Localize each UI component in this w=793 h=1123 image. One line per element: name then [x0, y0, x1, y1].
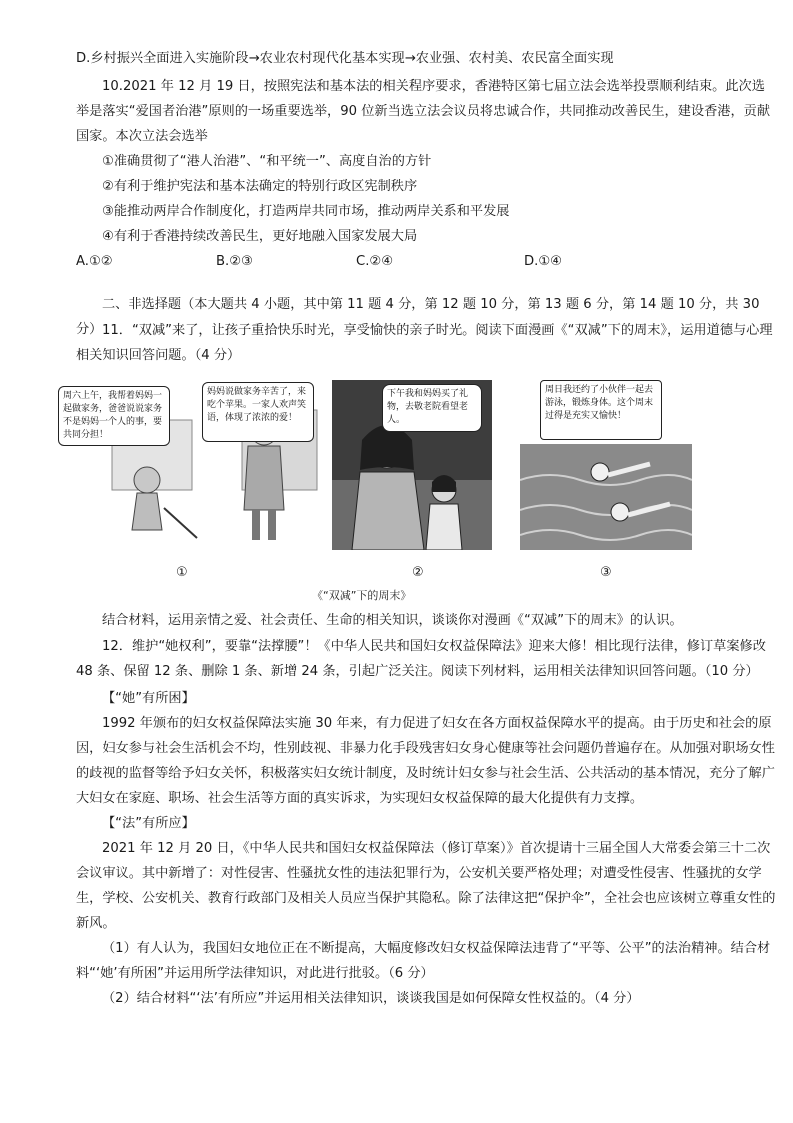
panel-2-number: ② [412, 565, 424, 580]
speech-bubble-3 [382, 384, 482, 432]
q10-option-c[interactable]: C.②④ [356, 254, 394, 269]
section-2-heading-text: 二、非选择题（本大题共 4 小题，其中第 11 题 4 分，第 12 题 10 分，第 13 题 6 分，第 14 题 10 分，共 30 分） [76, 297, 760, 337]
comic-panel-3 [520, 380, 692, 550]
comic-strip [48, 380, 748, 555]
q10-option-d[interactable]: D.①④ [524, 254, 562, 269]
speech-bubble-3-text: 下午我和妈妈买了礼物，去敬老院看望老人。 [387, 389, 469, 425]
material-2-text: 2021 年 12 月 20 日，《中华人民共和国妇女权益保障法（修订草案）》首次提请十三届全国人大常委会第三十二次会议审议。其中新增了：对性侵害、性骚扰女性的违法犯罪行为，公安机关要严格处理；对遭受性侵害、性骚扰的女学生，学校、公安机关、教育行政部门及相关人员应当保护其隐私。除了法律这把“保护伞”，全社会也应该树立尊重女性的新风。 [76, 841, 776, 931]
question-12 [76, 634, 776, 1011]
q11-question [76, 608, 776, 633]
panel-3-number: ③ [600, 565, 612, 580]
comic-title: 《“双减”下的周末》 [312, 589, 412, 602]
comic-panel-2 [332, 380, 492, 550]
material-2-title: 【“法”有所应】 [102, 816, 195, 831]
speech-bubble-4-text: 周日我还约了小伙伴一起去游泳，锻炼身体。这个周末过得是充实又愉快！ [545, 385, 654, 421]
speech-bubble-2-text: 妈妈说做家务辛苦了，来吃个苹果。一家人欢声笑语，体现了浓浓的爱！ [207, 387, 307, 423]
q10-item-3: ③能推动两岸合作制度化，打造两岸共同市场，推动两岸关系和平发展 [102, 204, 510, 219]
material-1-text: 1992 年颁布的妇女权益保障法实施 30 年来，有力促进了妇女在各方面权益保障水平的提高。由于历史和社会的原因，妇女参与社会生活机会不均，性别歧视、非暴力化手段残害妇女身心健康等社会问题仍普遍存在。从加强对职场女性的歧视的监督等给予妇女关怀，积极落实妇女统计制度，及时统计妇女参与社会生活、公共活动的基本情况，充分了解广大妇女在家庭、职场、社会生活等方面的真实诉求，为实现妇女权益保障的最大化提供有力支撑。 [76, 716, 775, 806]
q12-sub-question-2: （2）结合材料“‘法’有所应”并运用相关法律知识，谈谈我国是如何保障女性权益的。（4 分） [102, 991, 640, 1006]
q12-sub-question-1: （1）有人认为，我国妇女地位正在不断提高，大幅度修改妇女权益保障法违背了“平等、公平”的法治精神。结合材料“‘她’有所困”并运用所学法律知识，对此进行批驳。（6 分） [76, 941, 771, 981]
question-11 [76, 318, 776, 368]
q9-option-d [76, 46, 776, 71]
speech-bubble-1 [58, 386, 170, 446]
q10-item-2: ②有利于维护宪法和基本法确定的特别行政区宪制秩序 [102, 179, 418, 194]
q10-item-4: ④有利于香港持续改善民生，更好地融入国家发展大局 [102, 229, 418, 244]
speech-bubble-1-text: 周六上午，我帮着妈妈一起做家务，爸爸说说家务不是妈妈一个人的事，要共同分担！ [63, 391, 163, 440]
q10-item-1: ①准确贯彻了“港人治港”、“和平统一”、高度自治的方针 [102, 154, 432, 169]
q11-stem: 11．“双减”来了，让孩子重拾快乐时光，享受愉快的亲子时光。阅读下面漫画《“双减”下的周末》，运用道德与心理相关知识回答问题。（4 分） [76, 323, 773, 363]
speech-bubble-2 [202, 382, 314, 442]
speech-bubble-4 [540, 380, 662, 440]
q10-option-a[interactable]: A.①② [76, 254, 113, 269]
panel-1-number: ① [176, 565, 188, 580]
q9-option-d-text: D.乡村振兴全面进入实施阶段→农业农村现代化基本实现→农业强、农村美、农民富全面实现 [76, 51, 614, 66]
q10-options [76, 249, 776, 274]
material-1-title: 【“她”有所困】 [102, 691, 195, 706]
q11-question-text: 结合材料，运用亲情之爱、社会责任、生命的相关知识，谈谈你对漫画《“双减”下的周末》的认识。 [102, 613, 683, 628]
question-10 [76, 74, 776, 274]
comic-panel-1 [52, 380, 328, 550]
q10-stem: 10.2021 年 12 月 19 日，按照宪法和基本法的相关程序要求，香港特区第七届立法会选举投票顺利结束。此次选举是落实“爱国者治港”原则的一场重要选举，90 位新当选立法会议员将忠诚合作，共同推动改善民生，建设香港，贡献国家。本次立法会选举 [76, 79, 771, 144]
q12-stem: 12．维护“她权利”，要靠“法撑腰”！《中华人民共和国妇女权益保障法》迎来大修！相比现行法律，修订草案修改 48 条、保留 12 条、删除 1 条、新增 24 条，引起广泛关注。阅读下列材料，运用相关法律知识回答问题。（10 分） [76, 639, 766, 679]
q10-option-b[interactable]: B.②③ [216, 254, 253, 269]
